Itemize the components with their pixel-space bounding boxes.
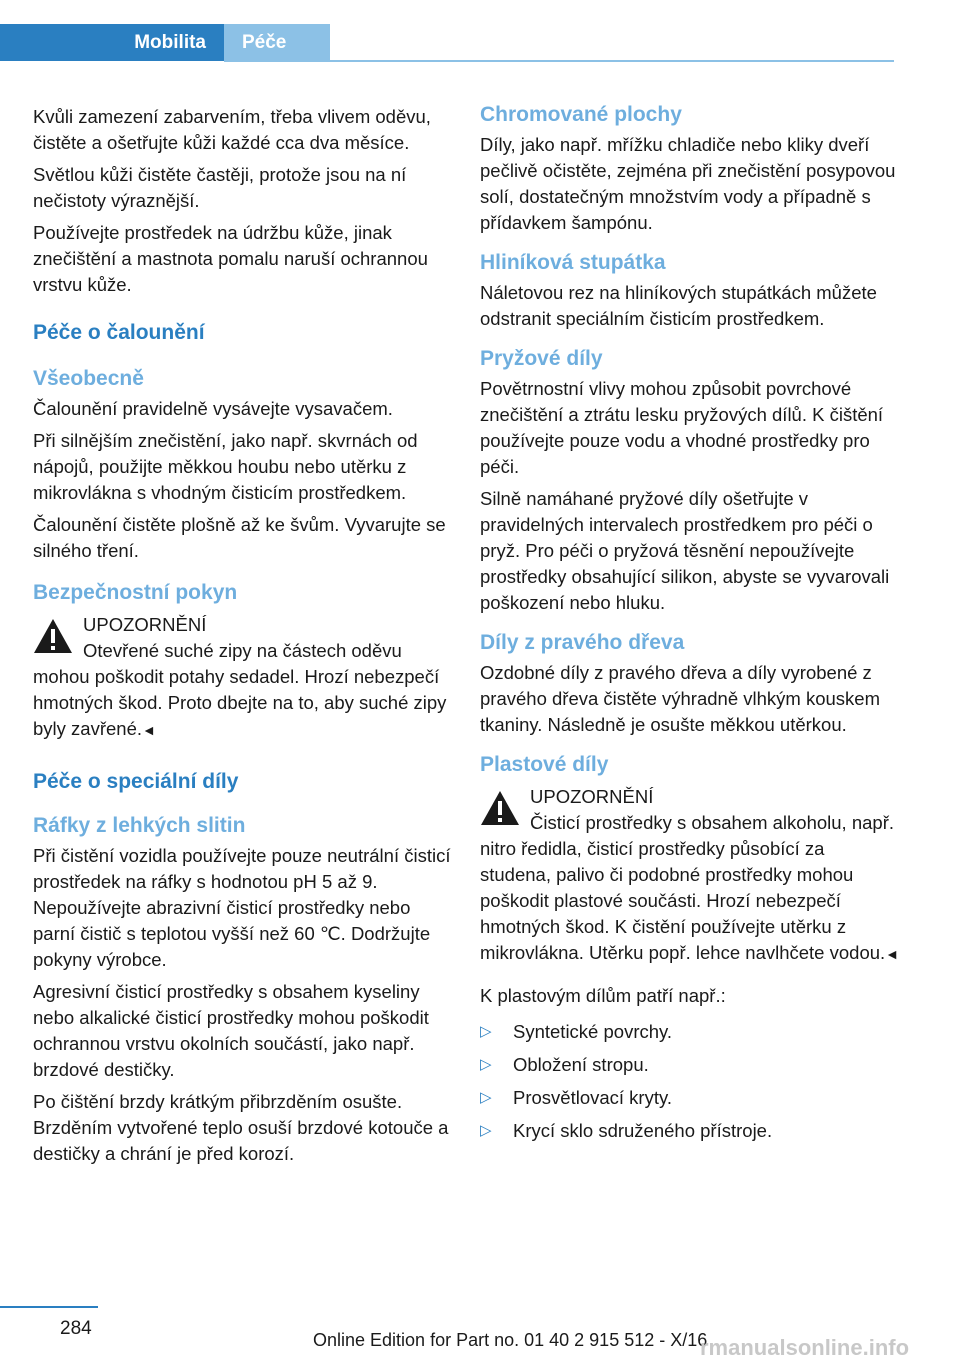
left-column: [33, 100, 453, 1173]
end-mark: ◄: [142, 722, 156, 738]
warning-title: UPOZORNĚNÍ: [83, 614, 207, 635]
subsection-heading: Chromované plochy: [480, 103, 682, 126]
paragraph: Povětrnostní vlivy mohou způsobit povrchové znečištění a ztrátu lesku pryžových dílů. K čištění používejte pouze vodu a vhodné prostředky pro péči.: [480, 378, 884, 477]
warning-box: [33, 612, 453, 743]
list-item-text: Prosvětlovací kryty.: [513, 1087, 673, 1108]
warning-triangle-icon: [33, 618, 73, 654]
watermark: rmanualsonline.info: [700, 1335, 910, 1360]
paragraph: Kvůli zamezení zabarvením, třeba vlivem oděvu, čistěte a ošetřujte kůži každé cca dva měsíce.: [33, 106, 431, 153]
warning-text: [480, 810, 900, 967]
bullet-list: [480, 1019, 900, 1144]
page-number-rule: [0, 1306, 98, 1308]
bullet-icon: ▷: [480, 1056, 492, 1073]
section-heading: Péče o speciální díly: [33, 770, 239, 793]
subsection-heading: Všeobecně: [33, 367, 144, 390]
paragraph: Při čistění vozidla používejte pouze neutrální čisticí prostředek na ráfky s hodnotou pH 5 až 9. Nepoužívejte abrazivní čisticí prostředky nebo parní čistič s teplotou vyšší než 60 ℃. Dodržujte pokyny výrobce.: [33, 845, 451, 970]
paragraph: Čalounění čistěte plošně až ke švům. Vyvarujte se silného tření.: [33, 514, 446, 561]
paragraph: Díly, jako např. mřížku chladiče nebo kliky dveří pečlivě očistěte, zejména při znečistění posypovou solí, dostatečným množstvím vody a případně s přídavkem šampónu.: [480, 134, 896, 233]
paragraph: Světlou kůži čistěte častěji, protože jsou na ní nečistoty výraznější.: [33, 164, 407, 211]
warning-text-body: Otevřené suché zipy na částech oděvu mohou poškodit potahy sedadel. Hrozí nebezpečí hmotných škod. Proto dbejte na to, aby suché zipy byly zavřené.: [33, 640, 447, 739]
page-number: 284: [60, 1318, 92, 1339]
paragraph: Při silnějším znečistění, jako např. skvrnách od nápojů, použijte měkkou houbu nebo utěrku z mikrovlákna s vhodným čisticím prostředkem.: [33, 430, 418, 503]
subsection-heading: Ráfky z lehkých slitin: [33, 814, 246, 837]
bullet-icon: ▷: [480, 1023, 492, 1040]
tab-pece[interactable]: Péče: [224, 24, 330, 61]
paragraph: Používejte prostředek na údržbu kůže, jinak znečištění a mastnota pomalu naruší ochrannou vrstvu kůže.: [33, 222, 428, 295]
warning-text-body: Čisticí prostředky s obsahem alkoholu, např. nitro ředidla, čisticí prostředky působící za studena, palivo či podobné prostředky mohou poškodit plastové součásti. Hrozí nebezpečí hmotných škod. K čistění používejte utěrku z mikrovlákna. Utěrku popř. lehce navlhčete vodou.: [480, 812, 895, 963]
paragraph: K plastovým dílům patří např.:: [480, 985, 726, 1006]
subsection-heading: Díly z pravého dřeva: [480, 631, 685, 654]
subsection-heading: Bezpečnostní pokyn: [33, 581, 238, 604]
list-item: [480, 1118, 900, 1144]
warning-text: [33, 638, 453, 743]
footer-edition: Online Edition for Part no. 01 40 2 915 512 - X/16: [313, 1330, 708, 1350]
bullet-icon: ▷: [480, 1089, 492, 1106]
paragraph: Po čištění brzdy krátkým přibrzděním osušte. Brzděním vytvořené teplo osuší brzdové kotouče a destičky a chrání je před korozí.: [33, 1091, 449, 1164]
header-tabs: [0, 24, 330, 61]
paragraph: Náletovou rez na hliníkových stupátkách můžete odstranit speciálním čisticím prostředkem.: [480, 282, 877, 329]
subsection-heading: Pryžové díly: [480, 347, 603, 370]
list-item: [480, 1085, 900, 1111]
right-column: [480, 100, 900, 1151]
subsection-heading: Plastové díly: [480, 753, 609, 776]
paragraph: Čalounění pravidelně vysávejte vysavačem.: [33, 398, 393, 419]
paragraph: Agresivní čisticí prostředky s obsahem kyseliny nebo alkalické čisticí prostředky mohou poškodit ochrannou vrstvu okolních součástí, jako např. brzdové destičky.: [33, 981, 429, 1080]
list-item: [480, 1052, 900, 1078]
bullet-icon: ▷: [480, 1122, 492, 1139]
paragraph: Ozdobné díly z pravého dřeva a díly vyrobené z pravého dřeva čistěte výhradně vlhkým kouskem tkaniny. Následně je osušte měkkou utěrkou.: [480, 662, 880, 735]
list-item-text: Obložení stropu.: [513, 1054, 649, 1075]
subsection-heading: Hliníková stupátka: [480, 251, 666, 274]
list-item-text: Krycí sklo sdruženého přístroje.: [513, 1120, 773, 1141]
header-rule: [224, 60, 894, 62]
warning-box: [480, 784, 900, 967]
section-heading: Péče o čalounění: [33, 321, 205, 344]
end-mark: ◄: [885, 946, 900, 962]
warning-triangle-icon: [480, 790, 520, 826]
warning-title: UPOZORNĚNÍ: [530, 786, 654, 807]
paragraph: Silně namáhané pryžové díly ošetřujte v pravidelných intervalech prostředkem pro péči o pryž. Pro péči o pryžová těsnění nepoužívejte prostředky obsahující silikon, abyste se vyvarovali poškození nebo hluku.: [480, 488, 890, 613]
list-item-text: Syntetické povrchy.: [513, 1021, 673, 1042]
list-item: [480, 1019, 900, 1045]
tab-mobilita[interactable]: Mobilita: [0, 24, 224, 61]
